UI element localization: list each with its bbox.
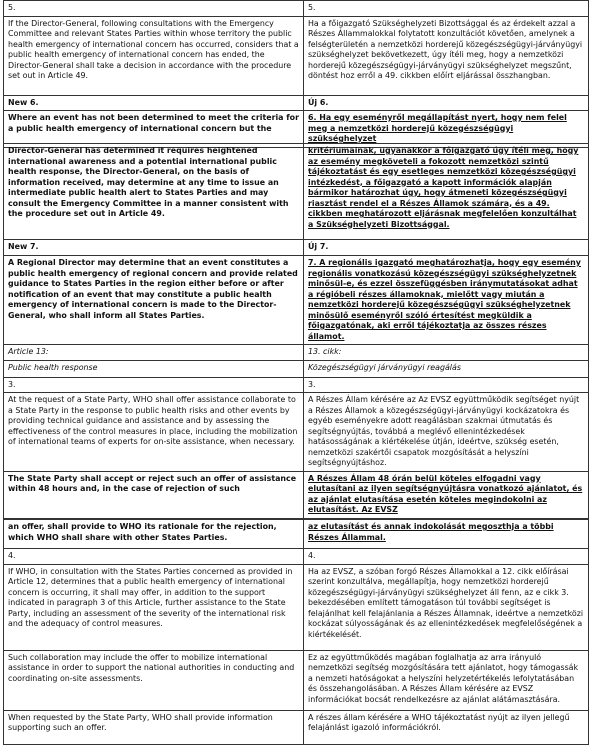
english-cell: 5. [4, 1, 304, 17]
english-cell: 4. [4, 549, 304, 565]
table-row [4, 240, 589, 256]
hungarian-cell: 3. [304, 377, 589, 393]
hungarian-cell: A Részes Állam kérésére az Az EVSZ együttműködik segítséget nyújt a Részes Államok a közegészségügyi-járványügyi kockázatokra és egyéb eseményekre adott reagálásban szakmai útmutatás és segítségnyújtás, továbbá a meglévő ellenintézkedések hatásosságának a kiértékelése útján, ideértve, szükség esetén, nemzetközi szakértői csapatok mozgósítását a helyszíni segítségnyújtáshoz. [304, 393, 589, 472]
table-row [4, 393, 589, 472]
english-cell: Public health response [4, 360, 304, 377]
table-row [4, 471, 589, 518]
english-cell: Such collaboration may include the offer to mobilize international assistance in order to support the national authorities in conducting and coordinating on-site assessments. [4, 650, 304, 710]
table-row [4, 144, 589, 240]
english-cell: Article 13: [4, 345, 304, 361]
bilingual-table [3, 519, 589, 745]
table-row [4, 256, 589, 345]
table-block-1 [3, 0, 589, 148]
bilingual-table [3, 0, 589, 148]
english-cell: If the Director-General, following consultations with the Emergency Committee and relevant States Parties within whose territory the public health emergency of international concern has occurred, considers that a public health emergency of international concern has ended, the Director-General shall take a decision in accordance with the procedure set out in Article 49. [4, 16, 304, 95]
hungarian-cell: Új 6. [304, 95, 589, 111]
english-cell: New 6. [4, 95, 304, 111]
english-cell: Director-General has determined it requires heightened international awareness and a potential international public health response, the Director-General, on the basis of information received, may determine at any time to issue an intermediate public health alert to States Parties and may consult the Emergency Committee in a manner consistent with the procedure set out in Article 49. [4, 144, 304, 240]
table-row [4, 345, 589, 361]
english-cell: New 7. [4, 240, 304, 256]
english-cell: A Regional Director may determine that an event constitutes a public health emergency of regional concern and provide related guidance to States Parties in the region either before or after notification of an event that may constitute a public health emergency of international concern is made to the Director-General, who shall inform all States Parties. [4, 256, 304, 345]
hungarian-cell: Ha az EVSZ, a szóban forgó Részes Államokkal a 12. cikk előírásai szerint konzultálva, megállapítja, hogy nemzetközi horderejű közegészségügyi-járványügyi szükséghelyzet áll fenn, az e cikk 3. bekezdésében említett támogatáson túl további segítséget is felajánlhat kell felajánlania a Részes Államnak, ideértve a nemzetközi kockázat súlyosságának és az ellenintézkedések megfelelőségének a kiértékelését. [304, 564, 589, 650]
table-row [4, 377, 589, 393]
table-row [4, 520, 589, 549]
table-row [4, 564, 589, 650]
english-cell: Where an event has not been determined to meet the criteria for a public health emergency of international concern but the [4, 111, 304, 148]
table-row [4, 360, 589, 377]
table-row [4, 549, 589, 565]
english-cell: The State Party shall accept or reject such an offer of assistance within 48 hours and, in the case of rejection of such [4, 471, 304, 518]
table-row [4, 16, 589, 95]
english-cell: If WHO, in consultation with the States Parties concerned as provided in Article 12, determines that a public health emergency of international concern is occurring, it shall may offer, in addition to the support indicated in paragraph 3 of this Article, further assistance to the State Party, including an assessment of the severity of the international risk and the adequacy of control measures. [4, 564, 304, 650]
hungarian-cell: Ez az együttműködés magában foglalhatja az arra irányuló nemzetközi segítség mozgósítására tett ajánlatot, hogy támogassák a nemzeti hatóságokat a helyszíni helyzetértékelés lefolytatásában és összehangolásában. A Részes Állam kérésére az EVSZ információkat bocsát rendelkezésre az ajánlat alátámasztására. [304, 650, 589, 710]
hungarian-cell: kritériumainak, ugyanakkor a főigazgató úgy ítéli meg, hogy az esemény megköveteli a fokozott nemzetközi szintű tájékoztatást és egy esetleges nemzetközi közegészségügyi intézkedést, a főigazgató a kapott információk alapján bármikor határozhat úgy, hogy átmeneti közegészségügyi riasztást rendel el a Részes Államok számára, és a 49. cikkben meghatározott eljárásnak megfelelően konzultálhat a Szükséghelyzeti Bizottsággal. [304, 144, 589, 240]
table-row [4, 710, 589, 744]
hungarian-cell: az elutasítást és annak indokolását megoszthja a többi Részes Állammal. [304, 520, 589, 549]
english-cell: When requested by the State Party, WHO shall provide information supporting such an offer. [4, 710, 304, 744]
hungarian-cell: Ha a főigazgató Szükséghelyzeti Bizottsággal és az érdekelt azzal a Részes Állammalokkal folytatott konzultációt követően, amelynek a felségterületén a nemzetközi horderejű közegészségügyi-járványügyi szükséghelyzet bekövetkezett, úgy ítéli meg, hogy a nemzetközi horderejű közegészségügyi-járványügyi szükséghelyzet megszűnt, döntést hoz erről a 49. cikkben előírt eljárással összhangban. [304, 16, 589, 95]
table-row [4, 95, 589, 111]
english-cell: 3. [4, 377, 304, 393]
english-cell: an offer, shall provide to WHO its rationale for the rejection, which WHO shall share with other States Parties. [4, 520, 304, 549]
hungarian-cell: Új 7. [304, 240, 589, 256]
table-block-2 [3, 143, 589, 519]
hungarian-cell: 7. A regionális igazgató meghatározhatja, hogy egy esemény regionális vonatkozású közegészségügyi szükséghelyzetnek minősül-e, és ezzel összefüggésben iránymutatásokat adhat a régióbeli részes államoknak, mielőtt vagy miután a nemzetközi horderejű közegészségügyi szükséghelyzetnek minősülő eseményről szóló értesítést megküldik a főigazgatónak, aki erről tájékoztatja az összes részes államot. [304, 256, 589, 345]
hungarian-cell: Közegészségügyi járványügyi reagálás [304, 360, 589, 377]
table-row [4, 111, 589, 148]
hungarian-cell: 5. [304, 1, 589, 17]
hungarian-cell: A részes állam kérésére a WHO tájékoztatást nyújt az ilyen jellegű felajánlást igazoló információkról. [304, 710, 589, 744]
table-row [4, 1, 589, 17]
hungarian-cell: 13. cikk: [304, 345, 589, 361]
table-block-3 [3, 519, 589, 745]
table-row [4, 650, 589, 710]
hungarian-cell: A Részes Állam 48 órán belül köteles elfogadni vagy elutasítani az ilyen segítségnyújtásra vonatkozó ajánlatot, és az ajánlat elutasítása esetén köteles megindokolni az elutasítást. Az EVSZ [304, 471, 589, 518]
hungarian-cell: 6. Ha egy eseményről megállapítást nyert, hogy nem felel meg a nemzetközi horderejű közegészségügyi szükséghelyzet [304, 111, 589, 148]
english-cell: At the request of a State Party, WHO shall offer assistance collaborate to a State Party in the response to public health risks and other events by providing technical guidance and assistance and by assessing the effectiveness of the control measures in place, including the mobilization of international teams of experts for on-site assistance, when necessary. [4, 393, 304, 472]
hungarian-cell: 4. [304, 549, 589, 565]
bilingual-table [3, 143, 589, 519]
